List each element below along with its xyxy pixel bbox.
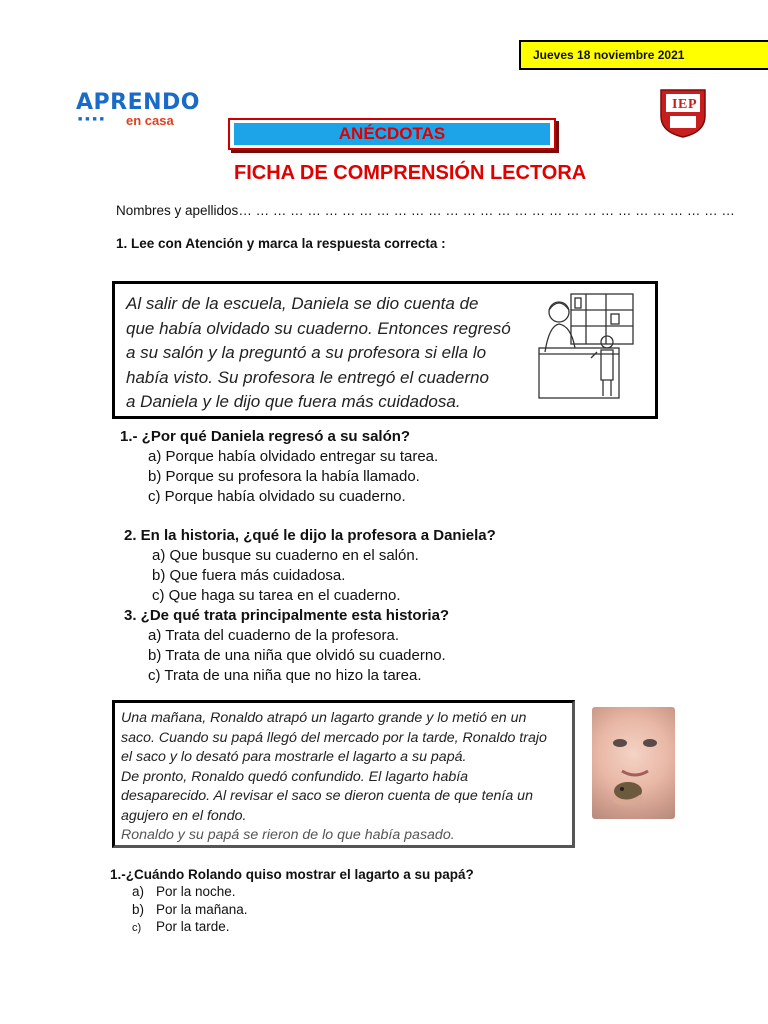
option-3c[interactable]: c) Trata de una niña que no hizo la tarea.	[148, 667, 422, 684]
question-4: 1.-¿Cuándo Rolando quiso mostrar el lagarto a su papá?	[110, 867, 474, 882]
option-text: Por la mañana.	[156, 902, 248, 917]
option-2b[interactable]: b) Que fuera más cuidadosa.	[152, 567, 346, 584]
option-text: Por la tarde.	[156, 919, 230, 934]
option-2c[interactable]: c) Que haga su tarea en el cuaderno.	[152, 587, 401, 604]
title-banner	[228, 118, 556, 150]
date-text: Jueves 18 noviembre 2021	[533, 48, 685, 62]
story2-line: Ronaldo y su papá se rieron de lo que había pasado.	[121, 827, 455, 843]
question-2: 2. En la historia, ¿qué le dijo la profesora a Daniela?	[124, 527, 496, 544]
school-crest-icon	[658, 86, 708, 138]
option-letter: a)	[132, 884, 145, 899]
story1-line: había visto. Su profesora le entregó el cuaderno	[126, 367, 489, 387]
svg-text:I: I	[672, 97, 678, 112]
option-4c[interactable]	[132, 919, 230, 934]
story2-line: saco. Cuando su papá llegó del mercado por la tarde, Ronaldo trajo	[121, 729, 547, 746]
story2-line: el saco y lo desató para mostrarle el lagarto a su papá.	[121, 749, 467, 765]
option-2a[interactable]: a) Que busque su cuaderno en el salón.	[152, 547, 419, 564]
child-lizard-photo	[592, 707, 675, 819]
svg-text:E: E	[678, 97, 688, 112]
subtitle: FICHA DE COMPRENSIÓN LECTORA	[234, 162, 587, 184]
aprendo-en-casa-logo	[76, 92, 206, 132]
option-letter: b)	[132, 902, 145, 917]
page-title: ANÉCDOTAS	[234, 123, 550, 145]
option-1a[interactable]: a) Porque había olvidado entregar su tarea.	[148, 448, 439, 465]
story2-line: desaparecido. Al revisar el saco se dieron cuenta de que tenía un	[121, 788, 533, 804]
names-dots: … … … … … … … … … … … … … … … … … … … … … … … … … … … … …	[238, 203, 735, 218]
option-4b[interactable]	[132, 902, 248, 917]
teacher-girl-illustration	[531, 292, 641, 407]
story2-line: De pronto, Ronaldo quedó confundido. El lagarto había	[121, 768, 469, 785]
story1-line: que había olvidado su cuaderno. Entonces regresó	[126, 318, 511, 338]
question-1: 1.- ¿Por qué Daniela regresó a su salón?	[120, 428, 411, 445]
story1-box	[112, 281, 658, 419]
logo-line1: APRENDO	[76, 90, 200, 115]
option-4a[interactable]	[132, 884, 236, 899]
story1-line: Al salir de la escuela, Daniela se dio cuenta de	[126, 294, 479, 313]
logo-line2: en casa	[126, 113, 174, 128]
instruction: 1. Lee con Atención y marca la respuesta correcta :	[116, 236, 446, 251]
story1-text	[126, 292, 511, 415]
names-field[interactable]	[116, 203, 735, 218]
question-3: 3. ¿De qué trata principalmente esta historia?	[124, 607, 450, 624]
svg-text:P: P	[688, 97, 697, 112]
story2-text	[121, 709, 547, 846]
option-3a[interactable]: a) Trata del cuaderno de la profesora.	[148, 627, 399, 644]
names-label: Nombres y apellidos	[116, 203, 239, 218]
story2-line: Una mañana, Ronaldo atrapó un lagarto grande y lo metió en un	[121, 710, 527, 726]
story2-box	[112, 700, 575, 848]
option-letter: c)	[132, 922, 142, 934]
option-3b[interactable]: b) Trata de una niña que olvidó su cuaderno.	[148, 647, 446, 664]
option-1b[interactable]: b) Porque su profesora la había llamado.	[148, 468, 420, 485]
logo-dots-icon: ■■■■	[78, 116, 107, 123]
story1-line: a Daniela y le dijo que fuera más cuidadosa.	[126, 392, 461, 411]
option-text: Por la noche.	[156, 884, 236, 899]
date-box	[519, 40, 768, 70]
story2-line: agujero en el fondo.	[121, 807, 247, 824]
story1-line: a su salón y la preguntó a su profesora si ella lo	[126, 343, 487, 362]
option-1c[interactable]: c) Porque había olvidado su cuaderno.	[148, 488, 406, 505]
